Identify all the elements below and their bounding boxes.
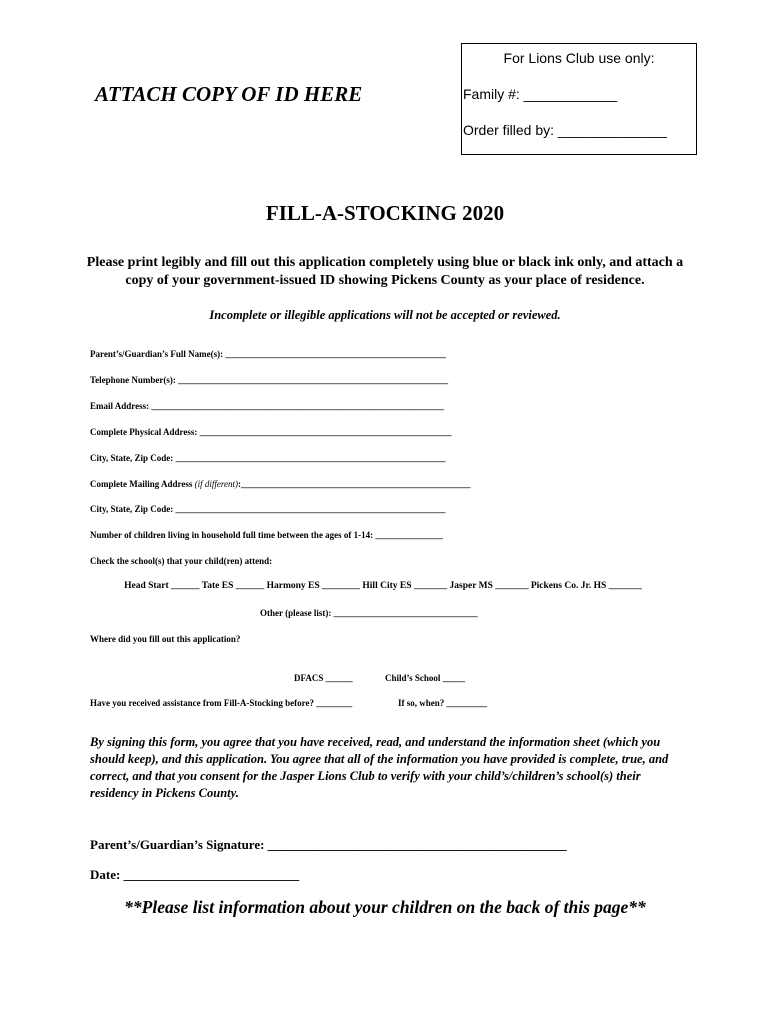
school-checklist[interactable]: Head Start ______ Tate ES ______ Harmony ES ________ Hill City ES _______ Jasper MS _______ Pickens Co. Jr. HS _______ (124, 581, 642, 591)
family-number-field[interactable]: Family #: ____________ (463, 86, 618, 102)
mailing-city-state-zip-field[interactable]: City, State, Zip Code: ____________________________________________________________ (90, 504, 446, 514)
dfacs-option[interactable]: DFACS ______ (294, 673, 353, 683)
guardian-signature-field[interactable]: Parent’s/Guardian’s Signature: ______________________________________________ (90, 837, 567, 852)
prior-assistance-field[interactable]: Have you received assistance from Fill-A-Stocking before? ________ (90, 698, 353, 708)
order-filled-by-field[interactable]: Order filled by: ______________ (463, 122, 667, 138)
schools-prompt: Check the school(s) that your child(ren) attend: (90, 556, 273, 566)
form-instructions: Please print legibly and fill out this application completely using blue or black ink only, and attach a copy of your government-issued ID showing Pickens County as your place of residence. (86, 255, 684, 288)
childs-school-option[interactable]: Child’s School _____ (385, 673, 466, 683)
agreement-statement: By signing this form, you agree that you have received, read, and understand the information sheet (which you should keep), and this application. You agree that all of the information you have provided is complete, true, and correct, and that you consent for the Jasper Lions Club to verify with your child’s/children’s school(s) their residency in Pickens County. (90, 735, 669, 800)
lions-club-office-box (461, 43, 697, 155)
city-state-zip-field[interactable]: City, State, Zip Code: ____________________________________________________________ (90, 453, 446, 463)
physical-address-field[interactable]: Complete Physical Address: ________________________________________________________ (90, 427, 452, 437)
office-box-header: For Lions Club use only: (503, 50, 655, 66)
date-field[interactable]: Date: ___________________________ (90, 867, 300, 882)
telephone-field[interactable]: Telephone Number(s): ____________________________________________________________ (90, 375, 449, 385)
mailing-address-blank: :___________________________________________________ (238, 479, 471, 489)
mailing-address-note: (if different) (194, 479, 238, 489)
form-warning: Incomplete or illegible applications will not be accepted or reviewed. (209, 308, 561, 322)
mailing-address-field[interactable] (90, 479, 471, 489)
email-field[interactable]: Email Address: _________________________________________________________________ (90, 401, 444, 411)
where-filled-prompt: Where did you fill out this application? (90, 634, 241, 644)
other-schools-field[interactable]: Other (please list): ________________________________ (260, 608, 478, 618)
prior-assistance-when-field[interactable]: If so, when? _________ (398, 698, 488, 708)
back-page-note: **Please list information about your children on the back of this page** (124, 897, 646, 917)
mailing-address-label: Complete Mailing Address (90, 479, 195, 489)
guardian-name-field[interactable]: Parent’s/Guardian’s Full Name(s): _________________________________________________ (90, 349, 446, 359)
children-count-field[interactable]: Number of children living in household full time between the ages of 1-14: _______________ (90, 530, 443, 540)
form-title: FILL-A-STOCKING 2020 (265, 201, 505, 225)
attach-id-label: ATTACH COPY OF ID HERE (95, 82, 363, 106)
